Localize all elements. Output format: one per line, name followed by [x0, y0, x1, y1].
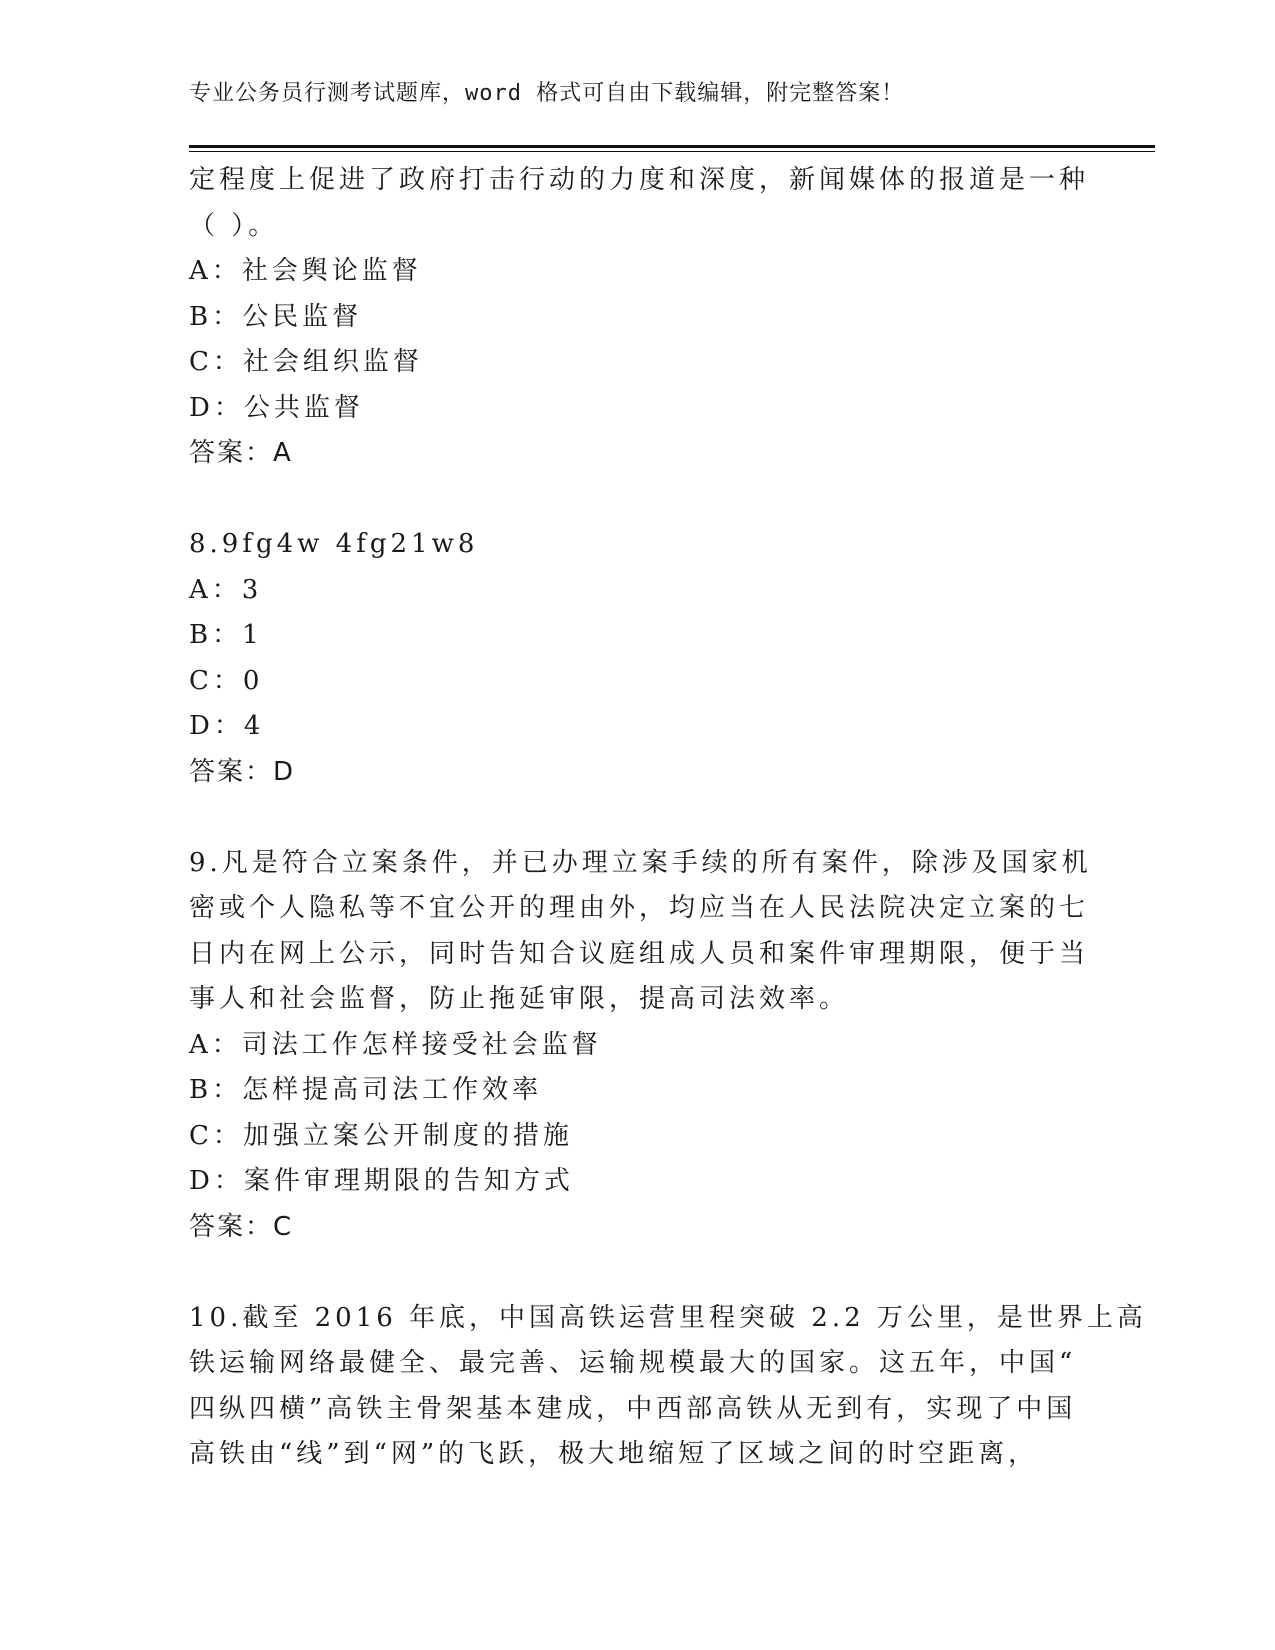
spacer [189, 1250, 1069, 1296]
question-text: （ ）。 [189, 210, 279, 241]
option-a: A：3 [189, 574, 263, 605]
option-b: B：怎样提高司法工作效率 [189, 1075, 543, 1105]
answer-line: 答案：A [189, 438, 293, 468]
answer-line: 答案：D [189, 756, 296, 787]
spacer [189, 795, 1069, 841]
header-note: 专业公务员行测考试题库，word 格式可自由下载编辑，附完整答案！ [189, 81, 905, 106]
question-text: 铁运输网络最健全、最完善、运输规模最大的国家。这五年，中国“ [189, 1348, 1077, 1378]
question-block [189, 1296, 1147, 1478]
header-rule-thin [189, 151, 1155, 152]
option-a: A：司法工作怎样接受社会监督 [189, 1029, 602, 1060]
option-b: B：1 [189, 620, 263, 650]
option-d: D：4 [189, 711, 265, 741]
question-block [189, 841, 1092, 1251]
question-block [189, 158, 1090, 477]
question-text: 四纵四横”高铁主骨架基本建成，中西部高铁从无到有，实现了中国 [189, 1393, 1077, 1424]
option-d: D：公共监督 [189, 392, 364, 423]
question-content [189, 158, 1147, 1478]
option-b: B：公民监督 [189, 301, 363, 332]
question-block [189, 522, 1069, 795]
option-c: C：0 [189, 665, 264, 696]
header-rule-thick [189, 145, 1155, 148]
option-c: C：加强立案公开制度的措施 [189, 1120, 573, 1151]
option-a: A：社会舆论监督 [189, 256, 422, 286]
spacer [189, 477, 1069, 523]
question-text: 定程度上促进了政府打击行动的力度和深度，新闻媒体的报道是一种 [189, 165, 1090, 195]
question-text: 9.凡是符合立案条件，并已办理立案手续的所有案件，除涉及国家机 [189, 847, 1092, 878]
question-text: 10.截至 2016 年底，中国高铁运营里程突破 2.2 万公里，是世界上高 [189, 1302, 1147, 1333]
question-text: 8.9fg4w 4fg21w8 [189, 529, 479, 559]
option-d: D：案件审理期限的告知方式 [189, 1166, 574, 1196]
question-text: 事人和社会监督，防止拖延审限，提高司法效率。 [189, 984, 850, 1014]
option-c: C：社会组织监督 [189, 347, 423, 377]
question-text: 密或个人隐私等不宜公开的理由外，均应当在人民法院决定立案的七 [189, 893, 1090, 923]
answer-line: 答案：C [189, 1211, 294, 1242]
question-text: 高铁由“线”到“网”的飞跃，极大地缩短了区域之间的时空距离， [189, 1439, 1039, 1469]
question-text: 日内在网上公示，同时告知合议庭组成人员和案件审理期限，便于当 [189, 938, 1090, 969]
